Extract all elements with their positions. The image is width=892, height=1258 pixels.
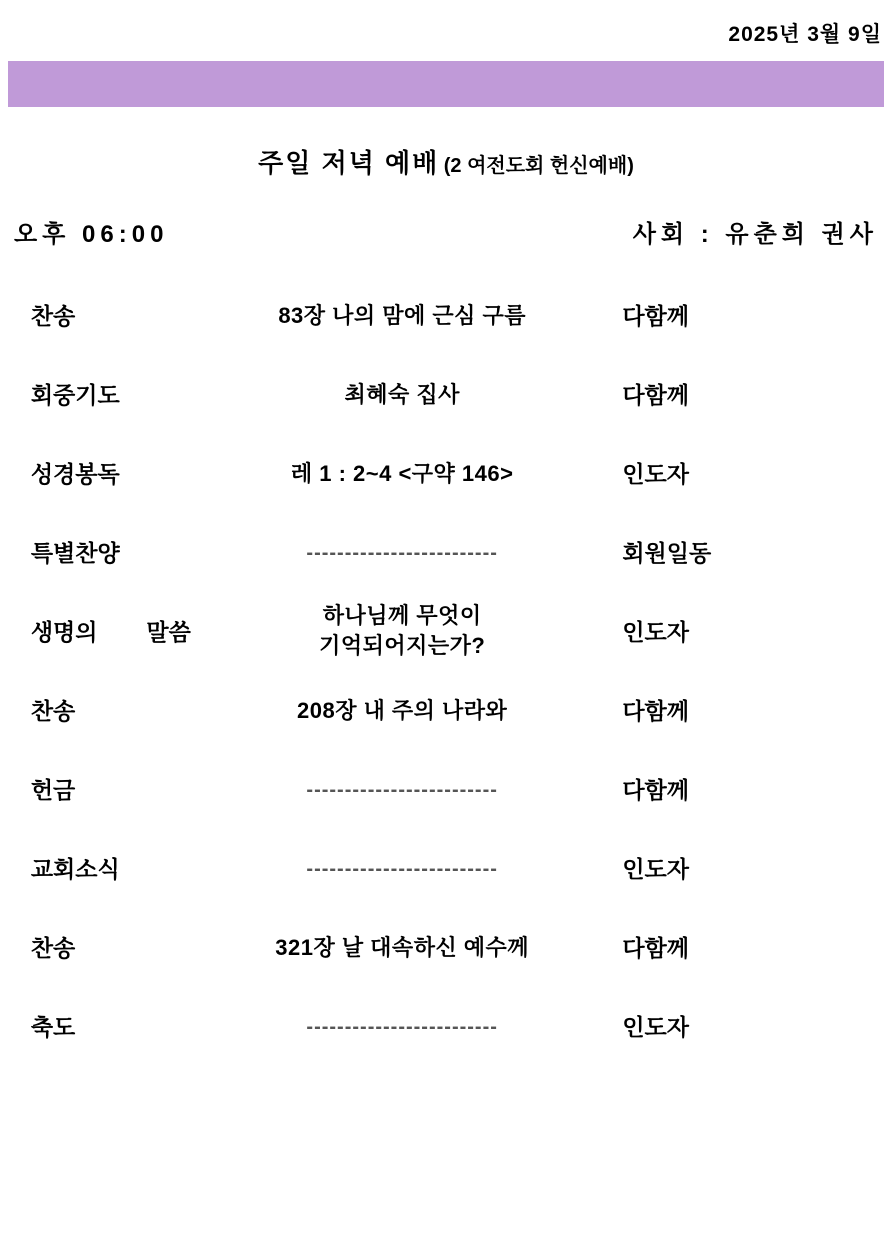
program-item-label	[0, 986, 222, 1065]
program-item-content-text: 208장 내 주의 나라와	[297, 698, 508, 724]
program-item-label-text: 헌금	[30, 777, 76, 804]
program-item-label-text: 성경봉독	[30, 461, 120, 488]
program-item-placeholder-dashes: -------------------------	[306, 541, 498, 564]
table-row	[0, 354, 892, 433]
program-item-label	[0, 670, 222, 749]
service-subtitle: (2 여전도회 헌신예배)	[443, 155, 634, 178]
service-meta-row	[0, 214, 892, 249]
program-item-participant-text: 인도자	[622, 619, 689, 646]
program-item-label-text: 찬송	[30, 935, 76, 962]
program-item-label	[0, 907, 222, 986]
table-row	[0, 433, 892, 512]
program-item-participant	[583, 670, 892, 749]
table-row	[0, 828, 892, 907]
purple-banner	[8, 61, 884, 107]
table-row	[0, 749, 892, 828]
program-item-label	[0, 512, 222, 591]
program-item-label	[0, 828, 222, 907]
table-row	[0, 512, 892, 591]
program-item-participant-text: 다함께	[622, 777, 689, 804]
program-item-content	[222, 354, 583, 433]
service-leader: 사회 : 유춘희 권사	[632, 221, 878, 249]
program-item-participant	[583, 828, 892, 907]
program-item-content	[222, 275, 583, 354]
table-row	[0, 670, 892, 749]
program-item-content	[222, 512, 583, 591]
program-item-placeholder-dashes: -------------------------	[306, 1015, 498, 1038]
program-item-content	[222, 670, 583, 749]
program-item-label	[0, 275, 222, 354]
table-row	[0, 275, 892, 354]
table-row	[0, 986, 892, 1065]
program-item-content	[222, 591, 583, 670]
program-item-content	[222, 907, 583, 986]
program-item-participant-text: 인도자	[622, 461, 689, 488]
program-item-content-multiline	[222, 601, 583, 660]
program-item-label	[0, 749, 222, 828]
program-item-label	[0, 354, 222, 433]
service-title-row	[0, 143, 892, 180]
program-item-participant	[583, 907, 892, 986]
program-item-participant-text: 다함께	[622, 698, 689, 725]
program-item-content	[222, 828, 583, 907]
program-item-label-text: 생명의 말씀	[30, 619, 191, 646]
program-item-participant-text: 다함께	[622, 935, 689, 962]
service-date: 2025년 3월 9일	[728, 23, 882, 46]
program-item-label-text: 찬송	[30, 698, 76, 725]
program-item-participant	[583, 354, 892, 433]
program-item-content-text: 83장 나의 맘에 근심 구름	[278, 303, 527, 329]
program-item-participant	[583, 749, 892, 828]
program-item-label-text: 교회소식	[30, 856, 120, 883]
table-row	[0, 907, 892, 986]
program-item-content	[222, 433, 583, 512]
program-item-label-text: 찬송	[30, 303, 76, 330]
service-title: 주일 저녁 예배	[258, 148, 440, 179]
program-item-participant	[583, 591, 892, 670]
program-item-content-line1: 하나님께 무엇이	[322, 603, 482, 628]
program-item-label-text: 회중기도	[30, 382, 120, 409]
program-item-participant-text: 다함께	[622, 303, 689, 330]
program-item-placeholder-dashes: -------------------------	[306, 857, 498, 880]
program-item-participant-text: 인도자	[622, 856, 689, 883]
program-item-participant	[583, 433, 892, 512]
program-item-content	[222, 749, 583, 828]
service-time: 오후 06:00	[14, 221, 169, 249]
program-item-participant	[583, 275, 892, 354]
order-of-service-table	[0, 275, 892, 1065]
program-item-content-text: 321장 날 대속하신 예수께	[275, 935, 530, 961]
program-item-label-text: 축도	[30, 1014, 76, 1041]
program-item-label	[0, 433, 222, 512]
program-item-label-text: 특별찬양	[30, 540, 120, 567]
program-item-participant	[583, 986, 892, 1065]
program-item-content-line2: 기억되어지는가?	[319, 632, 486, 658]
program-item-participant-text: 인도자	[622, 1014, 689, 1041]
program-item-content	[222, 986, 583, 1065]
program-item-content-text: 최혜숙 집사	[344, 382, 460, 408]
program-item-participant-text: 다함께	[622, 382, 689, 409]
program-item-content-text: 레 1 : 2~4 <구약 146>	[290, 461, 514, 487]
program-item-participant-text: 회원일동	[622, 540, 712, 567]
table-row	[0, 591, 892, 670]
program-item-placeholder-dashes: -------------------------	[306, 778, 498, 801]
program-item-label	[0, 591, 222, 670]
program-item-participant	[583, 512, 892, 591]
